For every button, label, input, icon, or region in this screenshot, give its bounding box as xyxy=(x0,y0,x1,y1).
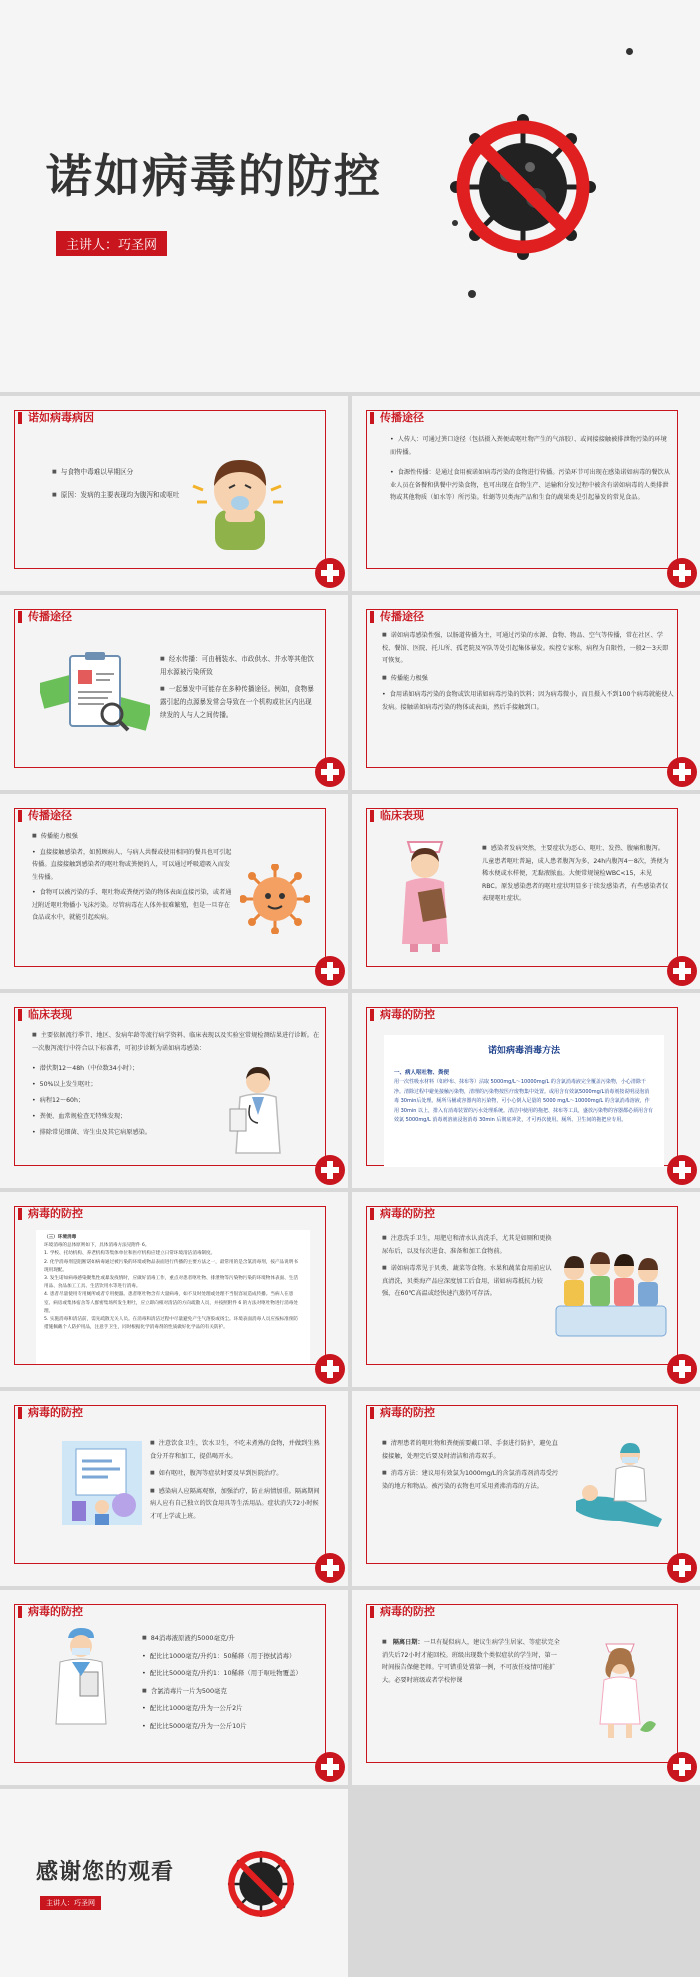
list-item: ■ 注意洗手卫生，用肥皂和清水认真洗手，尤其是如厕和更换尿布后，以及每次进食、准备和加工食物前。 xyxy=(382,1232,552,1258)
doctor-clipboard-illustration xyxy=(50,1628,112,1728)
medical-cross-icon xyxy=(667,1553,697,1583)
slide-3 xyxy=(0,595,348,790)
doc-title: 诺如病毒消毒方法 xyxy=(487,1046,560,1056)
list-item: ■ 含氯消毒片一片为500毫克 xyxy=(142,1683,324,1701)
list-item: ■ 传播能力极强 xyxy=(382,672,674,686)
doc-body: 用一次性吸水材料（如纱布、抹布等）沾取 5000mg/L～10000mg/L 的含氯消毒液完全覆盖污染物，小心清除干净。清除过程中避免接触污染物，清理的污染物按医疗废物集中处置。或用含有效氯5000mg/L消毒剂按说明浸泡消毒 30min后处理。厕所马桶或容器内的污染物，可小心倒入足量的 5000 mg/L～10000mg/L 的含氯消毒溶液，作用 30min 以上，排入有消毒装置的污水处理系统。清洁中使用的拖把、抹布等工具，盛放污染物的容器都必须用含有效氯 5000mg/L 消毒剂溶液浸泡消毒 30min 后彻底冲洗，才可再次使用。厕所、卫生间的拖把应专用。 xyxy=(394,1079,653,1124)
dentist-patient-illustration xyxy=(570,1441,670,1531)
list-item: ■ 经水传播：可由桶装水、市政供水、井水等其他饮用水源被污染所致 xyxy=(160,653,315,679)
report-money-illustration xyxy=(40,650,150,745)
slide-12 xyxy=(352,1391,700,1586)
end-slide xyxy=(0,1789,348,1977)
slide-title: 病毒的防控 xyxy=(370,1208,435,1220)
list-item: ■ 感染者发病突然，主要症状为恶心、呕吐、发热、腹痛和腹泻。儿童患者呕吐普遍，成人患者腹泻为多，24h内腹泻4～8次，粪便为稀水便或水样便，无黏液脓血。大便常规镜检WBC<15，未见RBC。原发感染患者的呕吐症状明显多于续发感染者，有些感染者仅表现呕吐症状。 xyxy=(482,842,670,906)
environment-document xyxy=(36,1230,310,1364)
no-virus-icon xyxy=(224,1847,298,1921)
list-item: ■ 消毒方法：建议用有效氯为1000mg/L的含氯消毒剂消毒受污染的地方和物品。被污染的衣物也可采用煮沸消毒的方法。 xyxy=(382,1467,562,1493)
quarantine-body: 一旦有疑似病人，建议生病学生居家、等症状完全消失后72小时才能回校。班级出现数个类似症状的学生时，第一时间报告保健老师。宁可错重处置第一例，不可放任疫情可能扩大。必要时班级或者学校停课 xyxy=(382,1639,560,1684)
list-item: • 食用诺如病毒污染的食物或饮用诺如病毒污染的饮料；因为病毒微小，而且摄入不到100个病毒就能使人发病。接触诺如病毒污染的物体或表面，然后手接触到口。 xyxy=(382,689,674,714)
doc-line: 5. 实施消毒和清洁前，需先疏散无关人员。在消毒和清洁过程中尽量避免产生气溶胶或扬尘。环境表面消毒人员应按标准预防措施佩戴个人防护用品，注意手卫生，同时根据化学消毒剂的性质做好化学品的有关防护。 xyxy=(44,1317,298,1331)
slide-title: 诺如病毒病因 xyxy=(18,412,94,424)
list-item: • 配比比1000毫克/升约1：50稀释（用于擦拭消毒） xyxy=(142,1648,324,1666)
medical-cross-icon xyxy=(315,558,345,588)
doc-line: 2. 化学消毒剂是阻断诺如病毒通过被污染的环境或物品表面进行传播的主要方法之一，最常用的是含氯消毒剂，按产品说明书现用现配。 xyxy=(44,1259,298,1273)
slide-13 xyxy=(0,1590,348,1785)
list-item: • 配比比5000毫克/升约1：10稀释（用于呕吐物覆盖） xyxy=(142,1665,324,1683)
doc-line: 环境消毒的总体原则如下，具体消毒方法见附件 6。 xyxy=(44,1243,150,1249)
medical-cross-icon xyxy=(315,1553,345,1583)
medical-cross-icon xyxy=(667,558,697,588)
list-item: ■ 一起暴发中可能存在多种传播途径。例如，食物暴露引起的点源暴发常会导致在一个机构或社区内出现续发的人与人之间传播。 xyxy=(160,683,315,722)
slide-title: 病毒的防控 xyxy=(370,1606,435,1618)
medical-cross-icon xyxy=(315,956,345,986)
end-title: 感谢您的观看 xyxy=(36,1860,175,1885)
medical-cross-icon xyxy=(667,757,697,787)
doc-line: 3. 发生诺如病毒感染聚集性或暴发疫情时，应做好消毒工作，重点对患者呕吐物、排泄物等污染物污染的环境物体表面、生活用品、食品加工工具、生活饮用水等进行消毒。 xyxy=(44,1276,298,1290)
virus-cartoon-illustration xyxy=(240,864,310,934)
slide-title: 传播途径 xyxy=(370,412,424,424)
medical-cross-icon xyxy=(315,1752,345,1782)
medical-research-illustration xyxy=(62,1435,142,1530)
list-item: • 粪便、血常规检查无特殊发现； xyxy=(32,1109,222,1125)
medical-cross-icon xyxy=(315,1155,345,1185)
slide-title: 临床表现 xyxy=(370,810,424,822)
nurse-cartoon-illustration xyxy=(580,1634,660,1744)
slide-2 xyxy=(352,396,700,591)
list-item: • 配比比5000毫克/升为一公斤10片 xyxy=(142,1718,324,1736)
medical-cross-icon xyxy=(667,1354,697,1384)
medical-cross-icon xyxy=(315,757,345,787)
list-item: • 食物可以被污染的手、呕吐物或粪便污染的物体表面直接污染，或者通过附近呕吐物播小飞沫污染。尽管病毒在人体外很难繁殖，但是一旦存在食品或水中，就能引起疾病。 xyxy=(32,887,232,925)
slide-title: 病毒的防控 xyxy=(18,1407,83,1419)
list-item: ■ 主要依据流行季节、地区、发病年龄等流行病学资料、临床表现以及实验室常规检测结果进行诊断。在一次腹泻流行中符合以下标准者，可初步诊断为诺如病毒感染： xyxy=(32,1029,324,1055)
nurse-illustration xyxy=(390,834,460,954)
list-item: ■ 注意饮食卫生，饮水卫生，不吃未煮熟的食物，并做到生熟食分开存和加工，提倡喝开水。 xyxy=(150,1437,322,1463)
medical-cross-icon xyxy=(667,956,697,986)
end-presenter: 主讲人：巧圣网 xyxy=(40,1896,101,1910)
slide-10 xyxy=(352,1192,700,1387)
slide-6 xyxy=(352,794,700,989)
slide-title: 传播途径 xyxy=(18,611,72,623)
list-item: • 人传人：可通过粪口途径（包括摄入粪便或呕吐物产生的气溶胶）、或间接接触被排泄物污染的环境而传播。 xyxy=(390,434,672,459)
list-item: • 50%以上发生呕吐； xyxy=(32,1077,222,1093)
cover-slide xyxy=(0,0,700,392)
list-item: ■ 原因：发病的主要表现均为腹泻和或呕吐 xyxy=(52,489,192,502)
cover-presenter: 主讲人：巧圣网 xyxy=(56,231,167,256)
slide-11 xyxy=(0,1391,348,1586)
slide-title: 传播途径 xyxy=(18,810,72,822)
doc-line: 4. 患者尽量使用专用厕所或者专用便器。患者呕吐物含有大量病毒，如不及时处理或处理不当很容易造成传播。当病人在患室、病房或集体宿舍等人群密集场所发生呕吐，应立即向相对清洁的方向疏散人员，并按照附件 6 的方法对呕吐物进行消毒处理。 xyxy=(44,1292,298,1314)
slide-title: 病毒的防控 xyxy=(18,1208,83,1220)
slide-title: 临床表现 xyxy=(18,1009,72,1021)
slide-title: 病毒的防控 xyxy=(370,1407,435,1419)
list-item: ■ 与食物中毒难以早期区分 xyxy=(52,466,192,479)
slide-8 xyxy=(352,993,700,1188)
sick-child-illustration xyxy=(185,446,295,556)
list-item: ■ 诺如病毒常见于贝类、蔬菜等食物。水果和蔬菜食用前应认真清洗，贝类海产品应深度加工后食用，诺如病毒抵抗力较强，在60℃高温或经快速汽蒸仍可存活。 xyxy=(382,1262,552,1301)
list-item: ■ 传播能力极强 xyxy=(32,830,232,844)
medical-cross-icon xyxy=(315,1354,345,1384)
slide-1 xyxy=(0,396,348,591)
medical-cross-icon xyxy=(667,1752,697,1782)
medical-cross-icon xyxy=(667,1155,697,1185)
slide-4 xyxy=(352,595,700,790)
cover-title: 诺如病毒的防控 xyxy=(46,149,382,203)
slide-title: 病毒的防控 xyxy=(370,1009,435,1021)
kids-washing-hands-illustration xyxy=(552,1244,670,1344)
list-item: • 直接接触感染者，如照顾病人、与病人共餐或使用相同的餐具也可引起传播。直接接触到感染者的呕吐物或粪便的人，可以通过呼吸道吸入而发生传播。 xyxy=(32,847,232,885)
list-item: • 病程12～60h； xyxy=(32,1093,222,1109)
list-item: • 配比比1000毫克/升为一公斤2片 xyxy=(142,1700,324,1718)
slide-7 xyxy=(0,993,348,1188)
quarantine-lead: 隔离日期： xyxy=(392,1639,424,1646)
slide-title: 病毒的防控 xyxy=(18,1606,83,1618)
list-item: ■ 诺如病毒感染性强，以肠道传播为主，可通过污染的水源、食物、物品、空气等传播，常在社区、学校、餐馆、医院、托儿所、孤老院及军队等处引起集体暴发。疾控专家称，病程为自限性，一般2～3天即可恢复。 xyxy=(382,629,674,668)
disinfection-document xyxy=(384,1035,664,1167)
doc-heading: （三）环境消毒 xyxy=(44,1235,77,1240)
slide-title: 传播途径 xyxy=(370,611,424,623)
list-item: • 食源性传播：是通过食用被诺如病毒污染的食物进行传播。污染环节可出现在感染诺如病毒的餐饮从业人员在备餐和供餐中污染食物，也可出现在食物生产、运输和分发过程中被含有诺如病毒的人类排泄物或其他物质（如水等）所污染。牡蛎等贝类海产品和生食的蔬果类是引起暴发的常见食品。 xyxy=(390,467,672,505)
doctor-illustration xyxy=(228,1065,288,1155)
list-item: • 潜伏期12～48h（中位数34小时）； xyxy=(32,1061,222,1077)
list-item: • 排除常见细菌、寄生虫及其它病原感染。 xyxy=(32,1125,222,1141)
slide-14 xyxy=(352,1590,700,1785)
list-item: ■ 感染病人应隔离观察，加强治疗，防止病情加重。隔离期间病人应有自己独立的饮食用具等生活用品。症状消失72小时候才可上学或上班。 xyxy=(150,1485,322,1524)
no-virus-icon xyxy=(448,112,598,262)
doc-subtitle: 一、病人呕吐物、粪便 xyxy=(394,1070,450,1076)
slide-5 xyxy=(0,794,348,989)
list-item: ■ 如有呕吐，腹泻等症状时要及早到医院治疗。 xyxy=(150,1467,322,1481)
slide-9 xyxy=(0,1192,348,1387)
list-item: ■ 清理患者的呕吐物和粪便前要戴口罩、手套进行防护，避免直接接触，处理完后要及时清洁和消毒双手。 xyxy=(382,1437,562,1463)
doc-line: 1. 学校、托幼机构、养老机构等集体单位和医疗机构应建立日常环境清洁消毒制度。 xyxy=(44,1251,216,1257)
list-item: ■ 84消毒液原液约5000毫克/升 xyxy=(142,1630,324,1648)
